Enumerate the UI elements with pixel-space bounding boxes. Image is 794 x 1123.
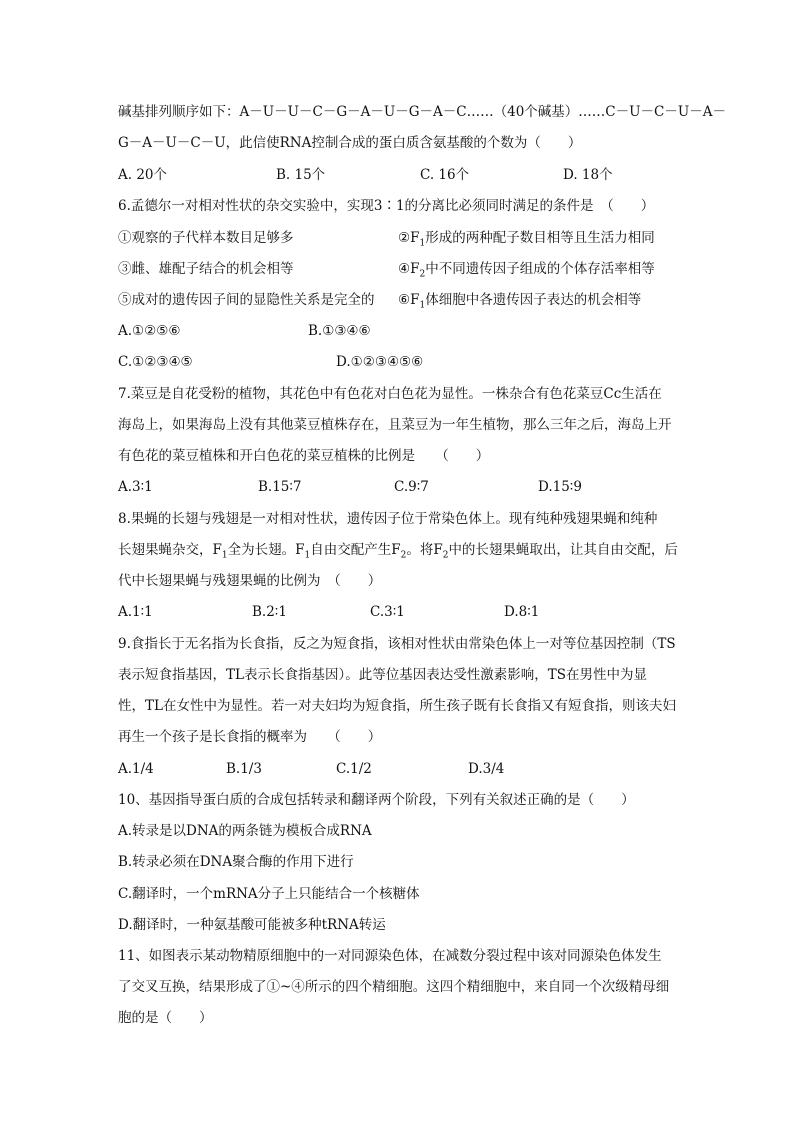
q7-option-d: D.15∶9 — [538, 479, 582, 495]
q7-option-b: B.15∶7 — [258, 479, 302, 495]
q9-line-3: 性，TL在女性中为显性。若一对夫妇均为短食指，所生孩子既有长食指又有短食指，则该夫妇 — [118, 698, 676, 714]
q11-line-1: 11、如图表示某动物精原细胞中的一对同源染色体，在减数分裂过程中该对同源染色体发生 — [118, 948, 662, 964]
q8-line-1: 8.果蝇的长翅与残翅是一对相对性状，遗传因子位于常染色体上。现有纯种残翅果蝇和纯种 — [118, 511, 658, 527]
q9-option-d: D.3/4 — [468, 761, 505, 777]
q5-line-2: G－A－U－C－U，此信使RNA控制合成的蛋白质含氨基酸的个数为（ ） — [118, 135, 582, 151]
q9-option-a: A.1/4 — [118, 761, 154, 777]
q10-option-a: A.转录是以DNA的两条链为模板合成RNA — [118, 823, 372, 839]
q7-option-a: A.3∶1 — [118, 479, 153, 495]
q8-option-d: D.8∶1 — [504, 604, 540, 620]
q6-condition-5: ⑤成对的遗传因子间的显隐性关系是完全的 — [118, 292, 375, 308]
q8-option-a: A.1∶1 — [118, 604, 153, 620]
q9-line-4: 再生一个孩子是长食指的概率为 （ ） — [118, 729, 382, 745]
q7-option-c: C.9∶7 — [394, 479, 429, 495]
q9-line-1: 9.食指长于无名指为长食指，反之为短食指，该相对性状由常染色体上一对等位基因控制（TS — [118, 636, 676, 652]
q6-condition-3: ③雌、雄配子结合的机会相等 — [118, 261, 294, 277]
q6-option-a: A.①②⑤⑥ — [118, 323, 181, 339]
q10-option-c: C.翻译时，一个mRNA分子上只能结合一个核糖体 — [118, 886, 420, 902]
q7-line-1: 7.菜豆是自花受粉的植物，其花色中有色花对白色花为显性。一株杂合有色花菜豆Cc生活在 — [118, 386, 662, 402]
q5-line-1: 碱基排列顺序如下：A－U－U－C－G－A－U－G－A－C……（40个碱基）……C－U－C－U－A－ — [118, 104, 726, 120]
q5-option-a: A. 20个 — [118, 167, 168, 183]
q11-line-2: 了交叉互换，结果形成了①~④所示的四个精细胞。这四个精细胞中，来自同一个次级精母细 — [118, 979, 670, 995]
q6-condition-4: $④F_2$中不同遗传因子组成的个体存活率相等 — [398, 261, 655, 280]
q6-condition-6: $⑥F_1$体细胞中各遗传因子表达的机会相等 — [398, 292, 642, 311]
q6-stem: 6.孟德尔一对相对性状的杂交实验中，实现3∶1的分离比必须同时满足的条件是 （ ） — [118, 198, 655, 214]
q6-condition-1: ①观察的子代样本数目足够多 — [118, 230, 294, 246]
q8-option-b: B.2∶1 — [252, 604, 287, 620]
q8-line-2: 长翅果蝇杂交，$F_1$全为长翅。$F_1$自由交配产生$F_2$。将$F_2$中的长翅果蝇取出，让其自由交配，后 — [118, 542, 678, 561]
q8-line-3: 代中长翅果蝇与残翅果蝇的比例为 （ ） — [118, 573, 382, 589]
q10-stem: 10、基因指导蛋白质的合成包括转录和翻译两个阶段，下列有关叙述正确的是（ ） — [118, 792, 635, 808]
q11-line-3: 胞的是（ ） — [118, 1010, 213, 1026]
q5-option-c: C. 16个 — [420, 167, 470, 183]
q5-option-d: D. 18个 — [563, 167, 613, 183]
q9-option-b: B.1/3 — [226, 761, 262, 777]
q9-line-2: 表示短食指基因，TL表示长食指基因）。此等位基因表达受性激素影响，TS在男性中为显 — [118, 667, 647, 683]
q6-condition-2: $②F_1$形成的两种配子数目相等且生活力相同 — [398, 230, 655, 249]
q6-option-b: B.①③④⑥ — [308, 323, 371, 339]
q6-option-d: D.①②③④⑤⑥ — [336, 354, 424, 370]
q7-line-3: 有色花的菜豆植株和开白色花的菜豆植株的比例是 （ ） — [118, 448, 490, 464]
q8-option-c: C.3∶1 — [370, 604, 405, 620]
q9-option-c: C.1/2 — [336, 761, 372, 777]
q10-option-d: D.翻译时，一种氨基酸可能被多种tRNA转运 — [118, 917, 386, 933]
q7-line-2: 海岛上，如果海岛上没有其他菜豆植株存在，且菜豆为一年生植物，那么三年之后，海岛上开 — [118, 417, 672, 433]
q5-option-b: B. 15个 — [276, 167, 326, 183]
q6-option-c: C.①②③④⑤ — [118, 354, 193, 370]
q10-option-b: B.转录必须在DNA聚合酶的作用下进行 — [118, 854, 354, 870]
